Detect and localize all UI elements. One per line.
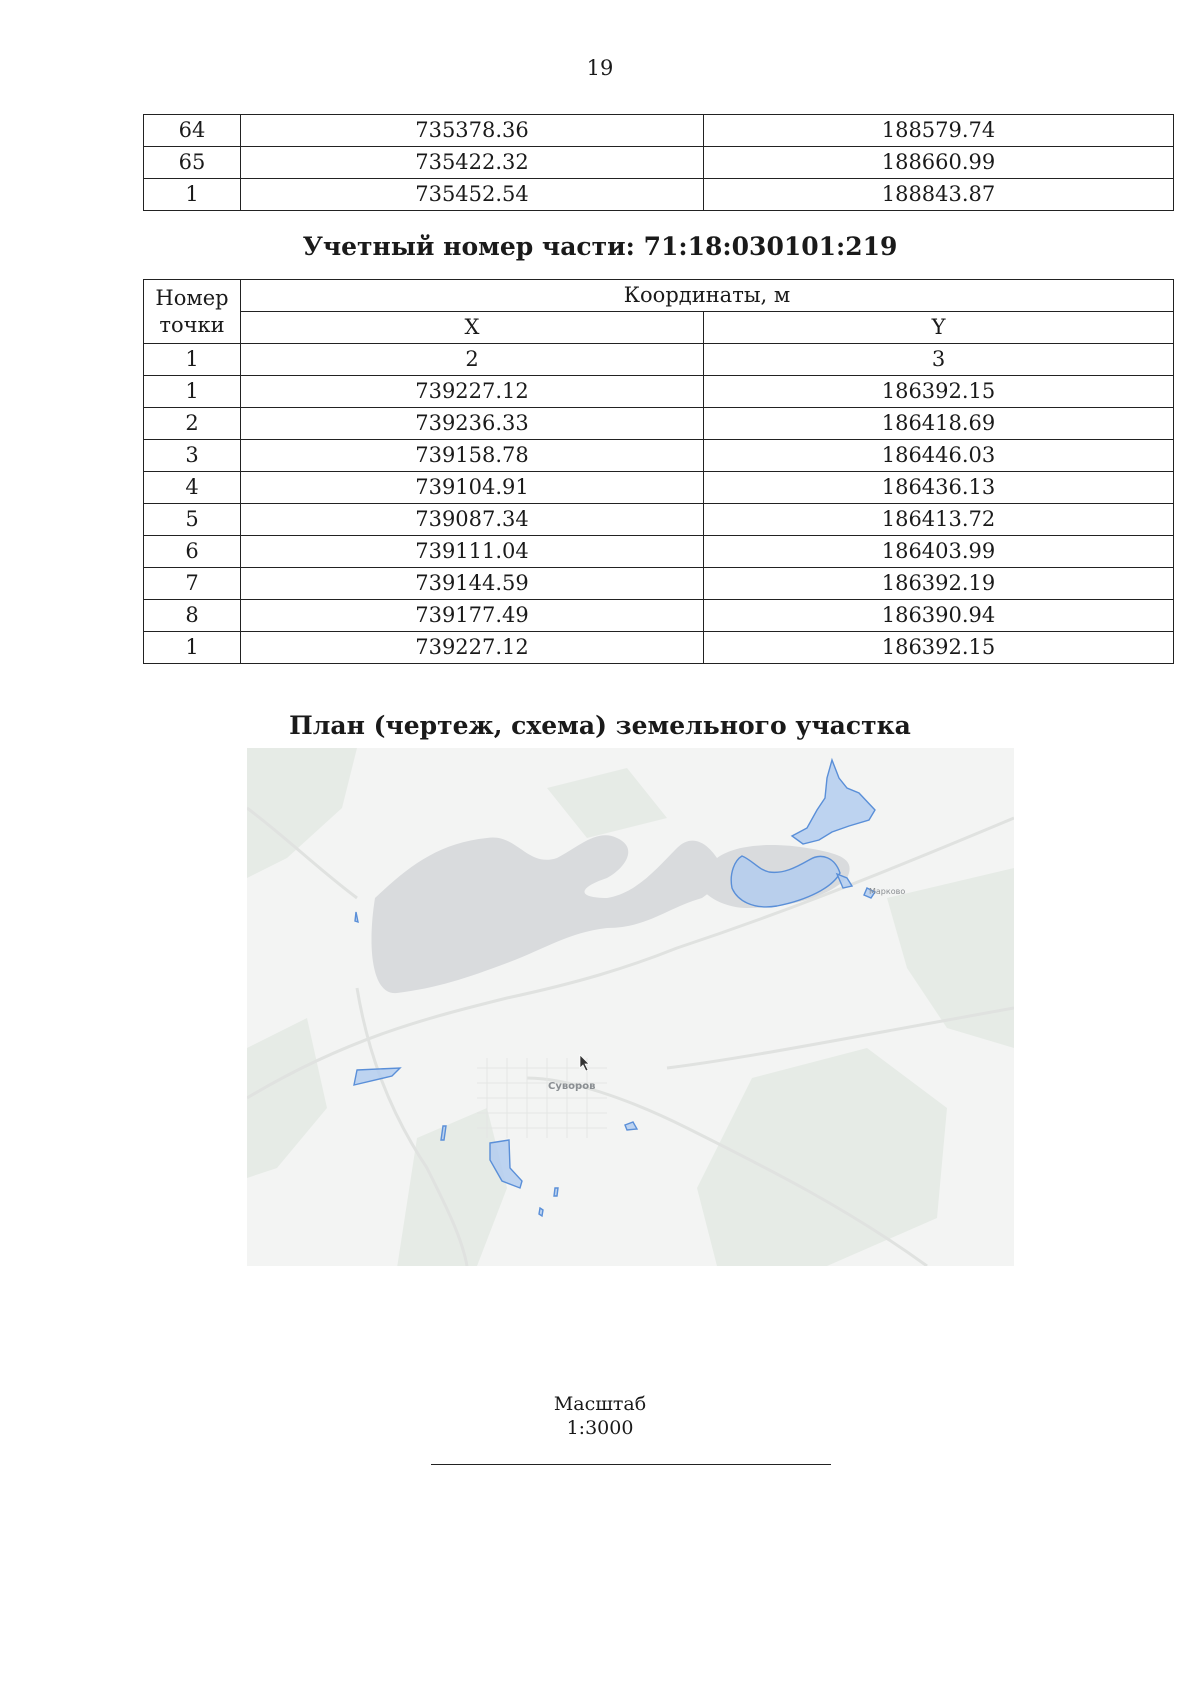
scale-value: 1:3000 <box>566 1417 634 1439</box>
table-row <box>144 568 1174 600</box>
part-coordinates-table <box>143 279 1174 664</box>
y-coordinate-cell: 188579.74 <box>704 115 1174 147</box>
point-number-cell: 3 <box>144 440 241 472</box>
y-coordinate-cell: 186418.69 <box>704 408 1174 440</box>
point-number-cell: 5 <box>144 504 241 536</box>
x-coordinate-cell: 735422.32 <box>241 147 704 179</box>
page-number: 19 <box>586 56 614 80</box>
part-number-heading: Учетный номер части: 71:18:030101:219 <box>302 232 898 261</box>
y-coordinate-cell: 186446.03 <box>704 440 1174 472</box>
point-number-cell: 1 <box>144 376 241 408</box>
column-number-3: 3 <box>704 344 1174 376</box>
header-x: X <box>241 312 704 344</box>
column-number-2: 2 <box>241 344 704 376</box>
x-coordinate-cell: 739087.34 <box>241 504 704 536</box>
y-coordinate-cell: 186413.72 <box>704 504 1174 536</box>
x-coordinate-cell: 739144.59 <box>241 568 704 600</box>
column-number-1: 1 <box>144 344 241 376</box>
point-number-cell: 8 <box>144 600 241 632</box>
point-number-cell: 1 <box>144 632 241 664</box>
y-coordinate-cell: 186390.94 <box>704 600 1174 632</box>
y-coordinate-cell: 186392.15 <box>704 632 1174 664</box>
reservoir <box>371 835 721 993</box>
table-row <box>144 376 1174 408</box>
point-number-cell: 2 <box>144 408 241 440</box>
table-row <box>144 440 1174 472</box>
scale-block <box>0 1392 1200 1440</box>
x-coordinate-cell: 739236.33 <box>241 408 704 440</box>
table-row <box>144 536 1174 568</box>
header-coordinates: Координаты, м <box>241 280 1174 312</box>
table-row <box>144 504 1174 536</box>
table-row <box>144 472 1174 504</box>
coordinates-table-continued <box>143 114 1174 211</box>
y-coordinate-cell: 186403.99 <box>704 536 1174 568</box>
x-coordinate-cell: 735452.54 <box>241 179 704 211</box>
header-point-number: Номер точки <box>144 280 241 344</box>
y-coordinate-cell: 188660.99 <box>704 147 1174 179</box>
x-coordinate-cell: 739158.78 <box>241 440 704 472</box>
point-number-cell: 1 <box>144 179 241 211</box>
point-number-cell: 65 <box>144 147 241 179</box>
map-canvas <box>247 748 1014 1266</box>
x-coordinate-cell: 739111.04 <box>241 536 704 568</box>
x-coordinate-cell: 739177.49 <box>241 600 704 632</box>
village-label: Марково <box>869 887 906 896</box>
point-number-cell: 7 <box>144 568 241 600</box>
point-number-cell: 6 <box>144 536 241 568</box>
x-coordinate-cell: 739104.91 <box>241 472 704 504</box>
y-coordinate-cell: 186436.13 <box>704 472 1174 504</box>
table-body <box>144 115 1174 211</box>
y-coordinate-cell: 188843.87 <box>704 179 1174 211</box>
mouse-cursor-icon <box>580 1055 589 1071</box>
table-row <box>144 600 1174 632</box>
point-number-cell: 64 <box>144 115 241 147</box>
y-coordinate-cell: 186392.19 <box>704 568 1174 600</box>
plan-heading: План (чертеж, схема) земельного участка <box>289 711 911 740</box>
town-label: Суворов <box>548 1081 596 1092</box>
x-coordinate-cell: 735378.36 <box>241 115 704 147</box>
table-row <box>144 632 1174 664</box>
x-coordinate-cell: 739227.12 <box>241 376 704 408</box>
table-body <box>144 376 1174 664</box>
y-coordinate-cell: 186392.15 <box>704 376 1174 408</box>
x-coordinate-cell: 739227.12 <box>241 632 704 664</box>
header-y: Y <box>704 312 1174 344</box>
table-row <box>144 179 1174 211</box>
table-row <box>144 115 1174 147</box>
scale-label: Масштаб <box>553 1393 647 1415</box>
table-row <box>144 408 1174 440</box>
signature-line <box>431 1464 831 1465</box>
table-row <box>144 147 1174 179</box>
land-plot-map <box>247 748 1014 1266</box>
point-number-cell: 4 <box>144 472 241 504</box>
table-header <box>144 280 1174 376</box>
